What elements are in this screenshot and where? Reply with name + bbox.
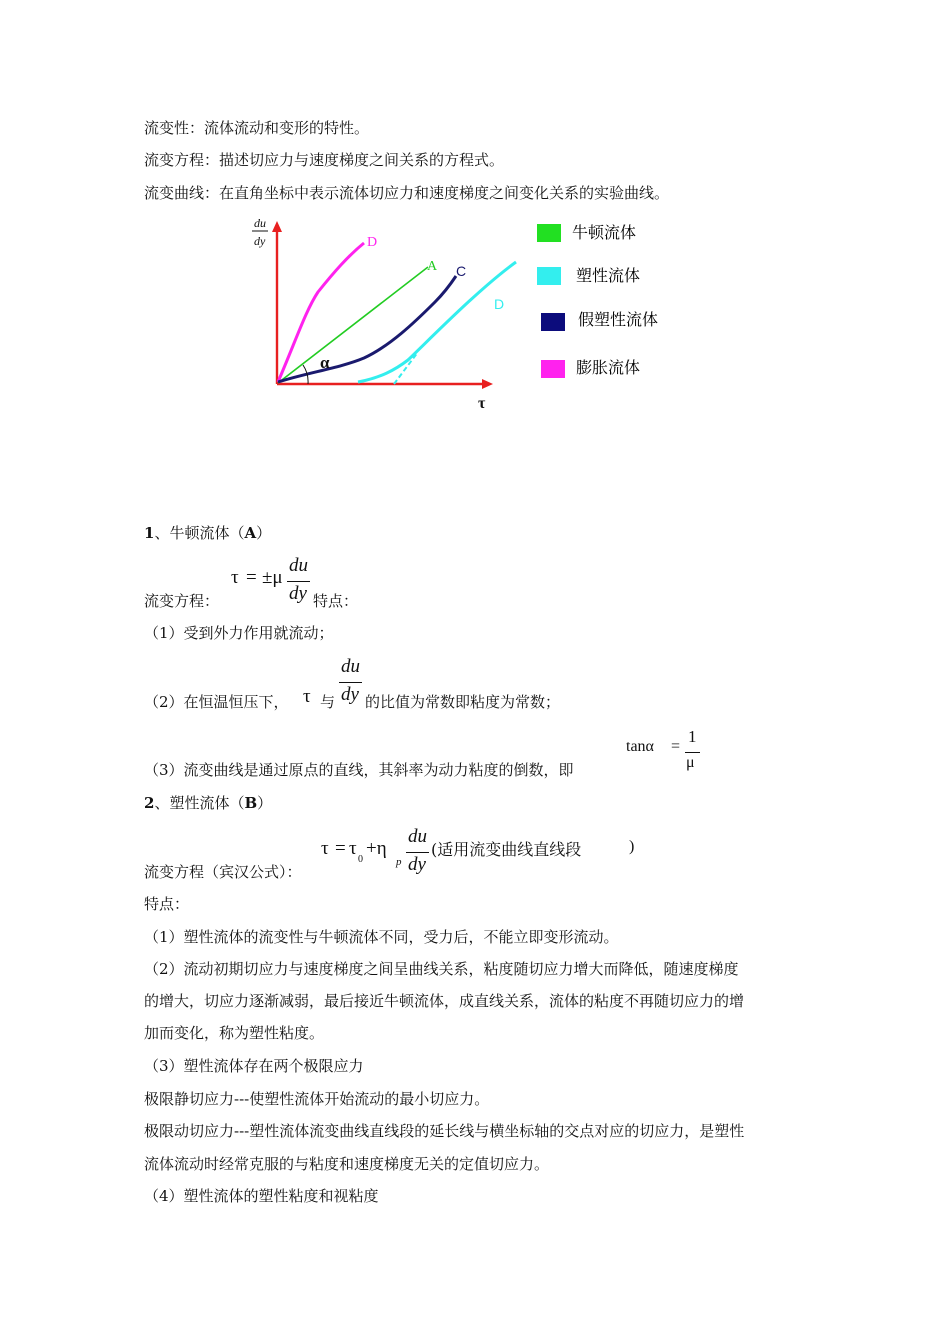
curve-label-a: A [427, 259, 438, 274]
newton-feature-1: （1）受到外力作用就流动； [144, 624, 334, 642]
bingham-eq-sub-0: 0 [358, 854, 363, 865]
bingham-eq-close-paren: ) [629, 838, 635, 855]
bingham-eq-num: du [408, 826, 427, 847]
section-2-heading-letter: B [244, 794, 258, 812]
section-2-heading [144, 793, 272, 813]
plastic-feature-1: （1）塑性流体的流变性与牛顿流体不同，受力后，不能立即变形流动。 [144, 928, 619, 946]
section-2-heading-close: ） [257, 794, 273, 812]
newton-feature-2-end: 的比值为常数即粘度为常数； [365, 693, 561, 711]
tan-alpha-equals: = [671, 738, 681, 755]
plastic-feature-2-line-2: 的增大，切应力逐渐减弱，最后接近牛顿流体，成直线关系，流体的粘度不再随切应力的增 [144, 992, 745, 1010]
plastic-feature-3: （3）塑性流体存在两个极限应力 [144, 1057, 364, 1075]
pseudo-curve [278, 276, 456, 382]
newton-eq-num: du [289, 555, 308, 576]
bingham-eq-equals: = [335, 838, 346, 859]
dynamic-yield-definition-line-2: 流体流动时经常克服的与粘度和速度梯度无关的定值切应力。 [144, 1155, 550, 1173]
tan-alpha-lhs: tanα [626, 738, 654, 755]
flow-curve-figure [240, 210, 680, 420]
newton-eq-pm-mu: ±μ [262, 567, 283, 588]
legend-swatch-pseudo [541, 313, 565, 331]
newton-feature-3: （3）流变曲线是通过原点的直线，其斜率为动力粘度的倒数，即 [144, 761, 574, 779]
legend-label-pseudo: 假塑性流体 [578, 310, 659, 329]
newton-eq-den: dy [289, 583, 307, 604]
plastic-feature-4: （4）塑性流体的塑性粘度和视粘度 [144, 1187, 379, 1205]
curve-label-d-top: D [367, 235, 378, 250]
legend [537, 223, 658, 378]
x-axis-arrow [482, 379, 493, 389]
newton-eq-lhs: τ [231, 567, 239, 588]
newton-eq-equals: = [246, 567, 257, 588]
newton-feature-2-with: 与 [320, 693, 336, 711]
plastic-feature-2-line-1: （2）流动初期切应力与速度梯度之间呈曲线关系，粘度随切应力增大而降低，随速度梯度 [144, 960, 739, 978]
section-1-heading-close: ） [256, 524, 272, 542]
newton-eq-fraction-bar [287, 581, 310, 582]
dynamic-yield-definition-line-1: 极限动切应力---塑性流体流变曲线直线段的延长线与横坐标轴的交点对应的切应力，是塑性 [144, 1122, 745, 1140]
intro-line-2: 流变方程：描述切应力与速度梯度之间关系的方程式。 [144, 151, 505, 169]
bingham-eq-sub-p: p [396, 856, 402, 868]
legend-label-newton: 牛顿流体 [572, 223, 637, 242]
y-axis-label-num: du [254, 216, 266, 230]
newton-feature-2-fraction-bar [339, 682, 362, 683]
bingham-curve [358, 262, 516, 382]
y-axis-label-den: dy [254, 234, 266, 248]
tan-alpha-fraction-bar [685, 752, 700, 753]
bingham-eq-den: dy [408, 854, 426, 875]
bingham-eq-label: 流变方程（宾汉公式）： [144, 863, 302, 881]
curve-label-d-right: D [494, 296, 505, 312]
newton-feature-2-num: du [341, 656, 360, 677]
legend-swatch-dilatant [541, 360, 565, 378]
x-axis-label: τ [478, 395, 486, 412]
newton-feature-2-tau: τ [303, 686, 311, 707]
newton-feature-2-den: dy [341, 684, 359, 705]
section-1-heading-letter: A [244, 524, 257, 542]
legend-label-dilatant: 膨胀流体 [576, 358, 641, 377]
bingham-eq-tau: τ [321, 838, 329, 859]
legend-swatch-newton [537, 224, 561, 242]
bingham-eq-tau0: τ [349, 838, 357, 859]
section-1-heading-num: 1 [144, 524, 155, 542]
bingham-eq-plus-eta: +η [366, 838, 387, 859]
intro-line-3: 流变曲线：在直角坐标中表示流体切应力和速度梯度之间变化关系的实验曲线。 [144, 184, 670, 202]
newton-eq-label: 流变方程： [144, 592, 220, 610]
newton-features-label: 特点： [313, 592, 359, 610]
section-1-heading-text: 、牛顿流体（ [154, 524, 245, 542]
section-1-heading [144, 523, 271, 543]
tan-alpha-den: μ [686, 754, 695, 771]
section-2-heading-text: 、塑性流体（ [154, 794, 245, 812]
y-axis-arrow [272, 221, 282, 232]
curve-label-c: C [456, 263, 467, 279]
legend-label-plastic: 塑性流体 [576, 266, 641, 285]
plastic-feature-2-line-3: 加而变化，称为塑性粘度。 [144, 1024, 325, 1042]
alpha-label: α [320, 353, 330, 372]
intro-line-1: 流变性：流体流动和变形的特性。 [144, 119, 370, 137]
section-2-heading-num: 2 [144, 794, 155, 812]
bingham-eq-condition: (适用流变曲线直线段 [431, 840, 582, 859]
plastic-features-label: 特点： [144, 895, 190, 913]
bingham-eq-fraction-bar [406, 852, 429, 853]
legend-swatch-plastic [537, 267, 561, 285]
newton-feature-2-start: （2）在恒温恒压下， [144, 693, 289, 711]
static-yield-definition: 极限静切应力---使塑性流体开始流动的最小切应力。 [144, 1090, 490, 1108]
tan-alpha-num: 1 [688, 727, 697, 746]
